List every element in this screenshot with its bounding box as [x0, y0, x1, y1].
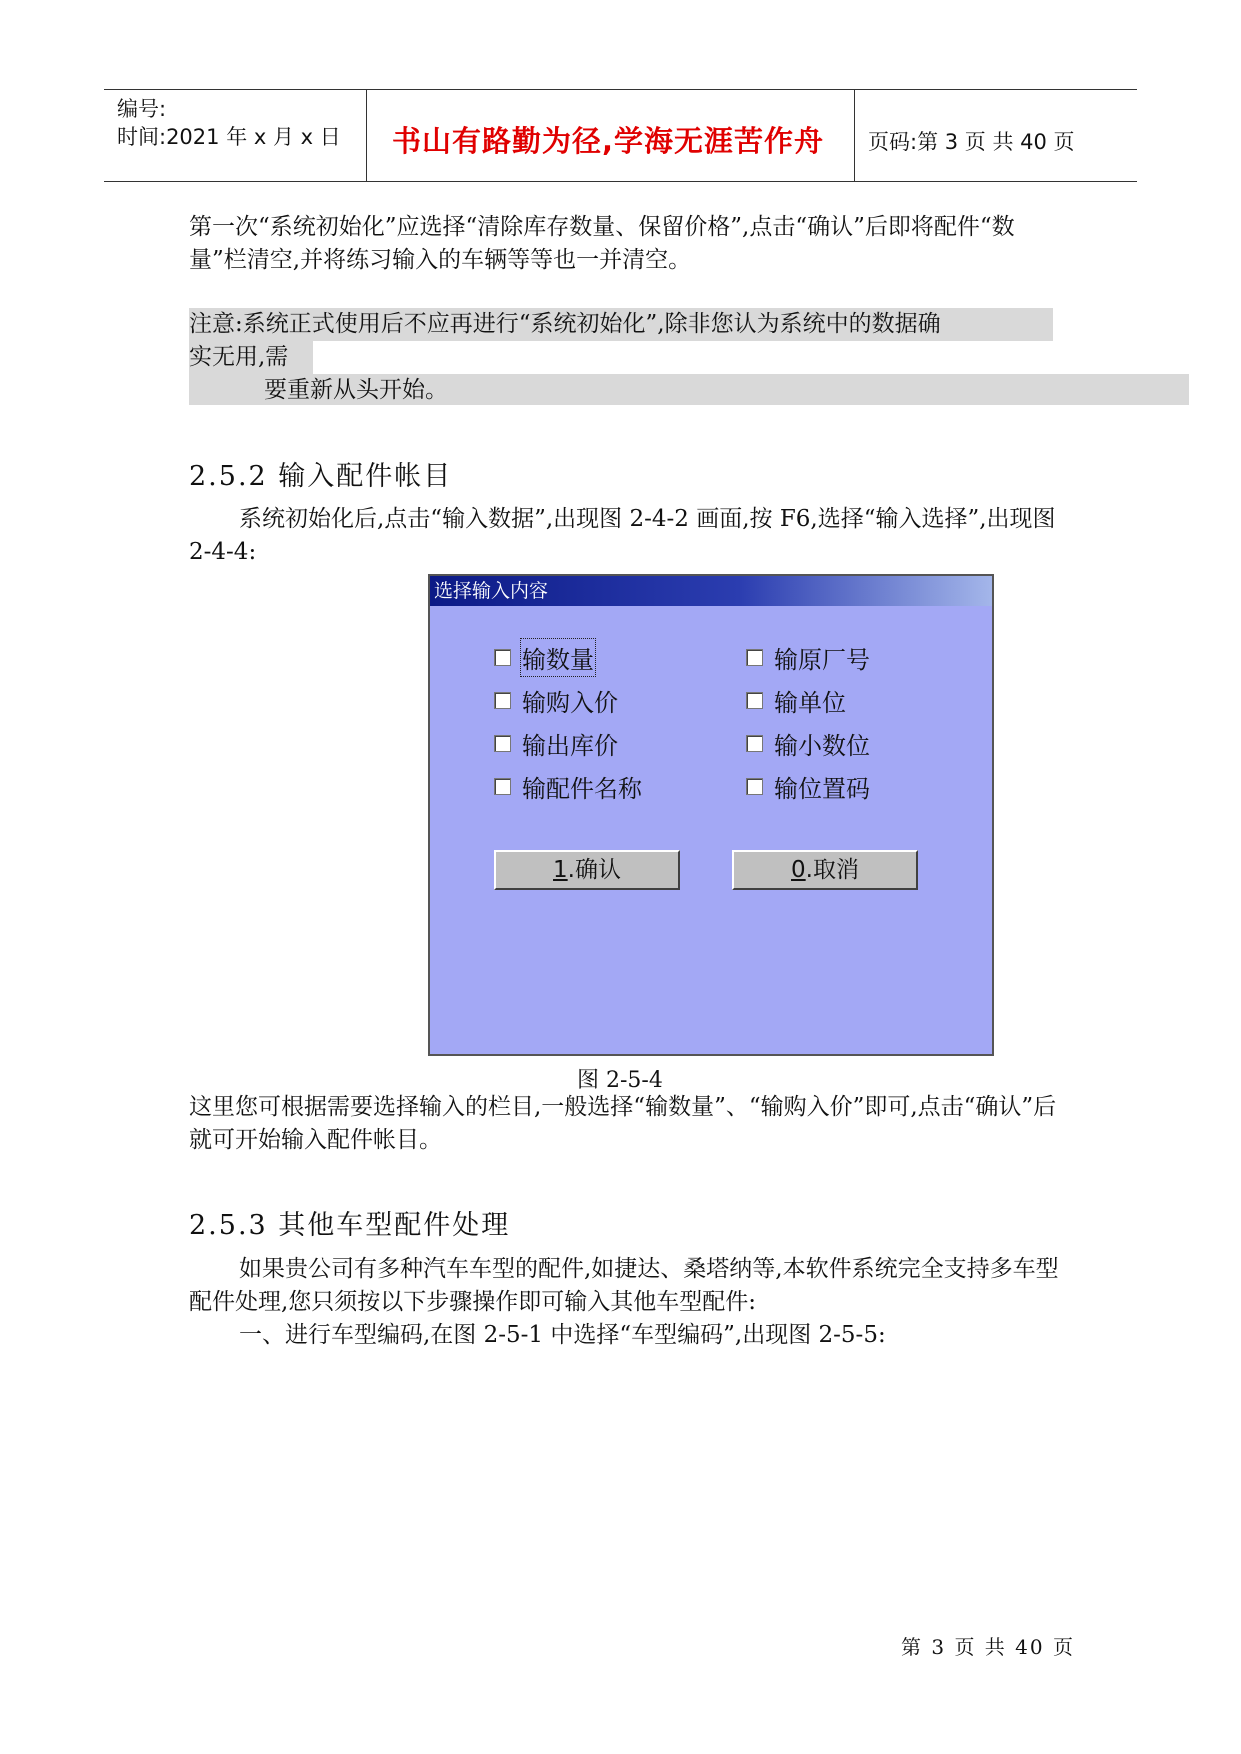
paragraph-select-columns: [189, 1091, 1059, 1157]
header-page-info: 页码:第 3 页 共 40 页: [868, 130, 1075, 154]
header-time-label: 时间:2021 年 x 月 x 日: [117, 125, 341, 149]
checkbox-icon[interactable]: [746, 649, 763, 666]
note-line-3: 要重新从头开始。: [189, 374, 1189, 405]
header-bottom-rule: [104, 181, 1137, 182]
page-footer: 第 3 页 共 40 页: [901, 1635, 1075, 1659]
option-label: 输小数位: [774, 731, 870, 760]
option-purchase-price[interactable]: [494, 683, 618, 717]
confirm-hotkey: 1: [553, 857, 568, 883]
option-part-name[interactable]: [494, 769, 642, 803]
checkbox-icon[interactable]: [746, 778, 763, 795]
option-label: 输原厂号: [774, 645, 870, 674]
header-divider-left: [366, 89, 367, 181]
option-oem-number[interactable]: [746, 640, 870, 674]
option-decimal-places[interactable]: [746, 726, 870, 760]
header-top-rule: [104, 89, 1137, 90]
paragraph-text: 这里您可根据需要选择输入的栏目,一般选择“输数量”、“输购入价”即可,点击“确认”后就可开始输入配件帐目。: [189, 1094, 1057, 1153]
section-heading-2-5-2: 2.5.2 输入配件帐目: [189, 461, 453, 492]
figure-caption: 图 2-5-4: [577, 1068, 663, 1093]
confirm-button[interactable]: [494, 850, 680, 890]
section-heading-2-5-3: 2.5.3 其他车型配件处理: [189, 1210, 511, 1241]
paragraph-input-accounts: [189, 503, 1059, 569]
paragraph-text: 系统初始化后,点击“输入数据”,出现图 2-4-2 画面,按 F6,选择“输入选择”,出现图 2-4-4:: [189, 506, 1056, 565]
confirm-label: .确认: [567, 857, 621, 883]
option-label: 输单位: [774, 688, 846, 717]
checkbox-icon[interactable]: [494, 692, 511, 709]
paragraph-text: 如果贵公司有多种汽车车型的配件,如捷达、桑塔纳等,本软件系统完全支持多车型配件处理,您只须按以下步骤操作即可输入其他车型配件:: [189, 1256, 1059, 1315]
checkbox-icon[interactable]: [494, 778, 511, 795]
option-label: 输出库价: [522, 731, 618, 760]
cancel-hotkey: 0: [791, 857, 806, 883]
note-line-2: 实无用,需: [189, 341, 313, 374]
paragraph-model-coding: [189, 1319, 1059, 1352]
cancel-label: .取消: [805, 857, 859, 883]
checkbox-icon[interactable]: [746, 692, 763, 709]
option-label: 输购入价: [522, 688, 618, 717]
option-label: 输配件名称: [522, 774, 642, 803]
header-motto: 书山有路勤为径,学海无涯苦作舟: [392, 124, 825, 158]
checkbox-icon[interactable]: [494, 649, 511, 666]
dialog-title-bar: 选择输入内容: [430, 576, 992, 606]
checkbox-icon[interactable]: [494, 735, 511, 752]
note-line-1: 注意:系统正式使用后不应再进行“系统初始化”,除非您认为系统中的数据确: [189, 308, 1053, 341]
cancel-button[interactable]: [732, 850, 918, 890]
option-outbound-price[interactable]: [494, 726, 618, 760]
option-unit[interactable]: [746, 683, 846, 717]
paragraph-text: 第一次“系统初始化”应选择“清除库存数量、保留价格”,点击“确认”后即将配件“数量”栏清空,并将练习输入的车辆等等也一并清空。: [189, 214, 1015, 273]
option-location-code[interactable]: [746, 769, 870, 803]
paragraph-system-init: [189, 211, 1059, 277]
paragraph-multi-model: [189, 1253, 1059, 1319]
paragraph-text: 一、进行车型编码,在图 2-5-1 中选择“车型编码”,出现图 2-5-5:: [239, 1322, 886, 1348]
select-input-dialog: [428, 574, 994, 1056]
header-divider-right: [854, 89, 855, 181]
option-quantity[interactable]: [494, 640, 594, 674]
header-number-label: 编号:: [117, 97, 167, 121]
option-label: 输位置码: [774, 774, 870, 803]
checkbox-icon[interactable]: [746, 735, 763, 752]
option-label: 输数量: [522, 640, 594, 675]
